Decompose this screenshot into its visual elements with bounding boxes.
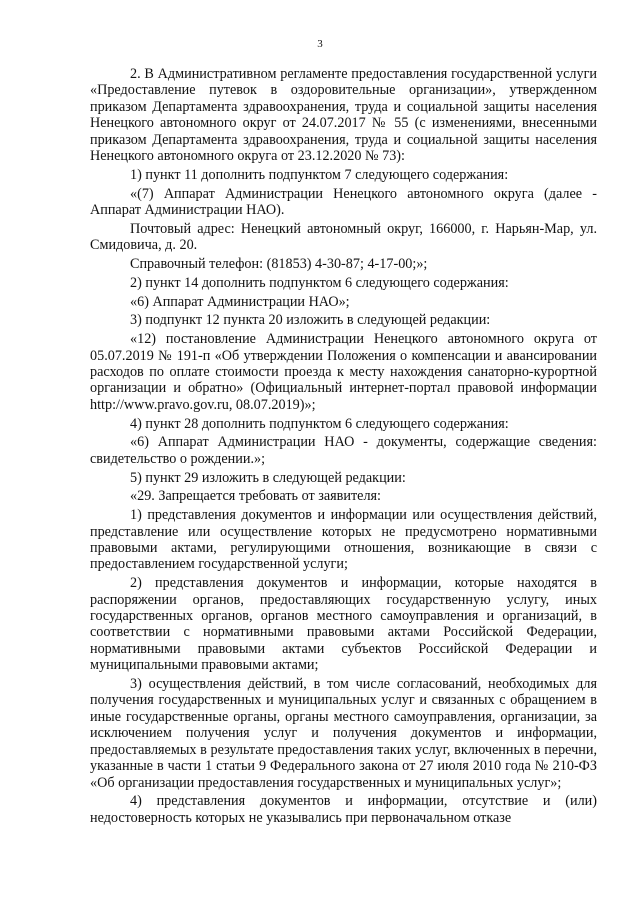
paragraph-item-2-text: «6) Аппарат Администрации НАО»; [130,293,350,310]
paragraph-item-4: 4) пункт 28 дополнить подпунктом 6 следующего содержания: [130,415,509,432]
paragraph-item-29-3: 3) осуществления действий, в том числе согласований, необходимых для получения государственных и муниципальных услуг и связанных с обращением в иные государственные органы, органы местного самоуправления, организации, за исключением получения услуг и получения документов и информации, предоставляемых в результате предоставления таких услуг, включенных в перечни, указанные в части 1 статьи 9 Федерального закона от 27 июля 2010 года № 210-ФЗ «Об организации предоставления государственных и муниципальных услуг»; [90,676,597,791]
paragraph-item-5: 5) пункт 29 изложить в следующей редакции: [130,469,406,486]
paragraph-item-29-heading: «29. Запрещается требовать от заявителя: [130,488,381,505]
paragraph-item-4-text: «6) Аппарат Администрации НАО - документы, содержащие сведения: свидетельство о рождении.»; [90,434,597,467]
document-body [90,66,597,829]
paragraph-item-2: 2) пункт 14 дополнить подпунктом 6 следующего содержания: [130,274,509,291]
paragraph-item-3: 3) подпункт 12 пункта 20 изложить в следующей редакции: [130,312,491,329]
paragraph-item-29-2: 2) представления документов и информации, которые находятся в распоряжении органов, предоставляющих государственную услугу, иных государственных органов, органов местного самоуправления и организаций, в соответствии с нормативными правовыми актами Российской Федерации, нормативными правовыми актами субъектов Российской Федерации и муниципальными правовыми актами; [90,575,597,674]
page-number: 3 [317,38,323,50]
paragraph-item-29-4: 4) представления документов и информации, отсутствие и (или) недостоверность которых не указывались при первоначальном отказе [90,793,597,826]
paragraph-intro: 2. В Административном регламенте предоставления государственной услуги «Предоставление путевок в оздоровительные организации», утвержденном приказом Департамента здравоохранения, труда и социальной защиты населения Ненецкого автономного округ от 24.07.2017 № 55 (с изменениями, внесенными приказом Департамента здравоохранения, труда и социальной защиты населения Ненецкого автономного округа от 23.12.2020 № 73): [90,66,597,165]
paragraph-item-3-text: «12) постановление Администрации Ненецкого автономного округа от 05.07.2019 № 191-п «Об утверждении Положения о компенсации и авансировании расходов по оплате стоимости проезда к месту нахождения санаторно-курортной организации и обратно» (Официальный интернет-портал правовой информации http://www.pravo.gov.ru, 08.07.2019)»; [90,331,597,413]
paragraph-item-29-1: 1) представления документов и информации или осуществления действий, представление или осуществление которых не предусмотрено нормативными правовыми актами, регулирующими отношения, возникающие в связи с предоставлением государственной услуги; [90,507,597,573]
paragraph-item-1: 1) пункт 11 дополнить подпунктом 7 следующего содержания: [130,166,509,183]
paragraph-item-1-text: «(7) Аппарат Администрации Ненецкого автономного округа (далее - Аппарат Администрации НАО). [90,185,597,219]
paragraph-postal-address: Почтовый адрес: Ненецкий автономный округ, 166000, г. Нарьян-Мар, ул. Смидовича, д. 20. [90,220,597,254]
paragraph-phone: Справочный телефон: (81853) 4-30-87; 4-17-00;»; [130,256,428,273]
